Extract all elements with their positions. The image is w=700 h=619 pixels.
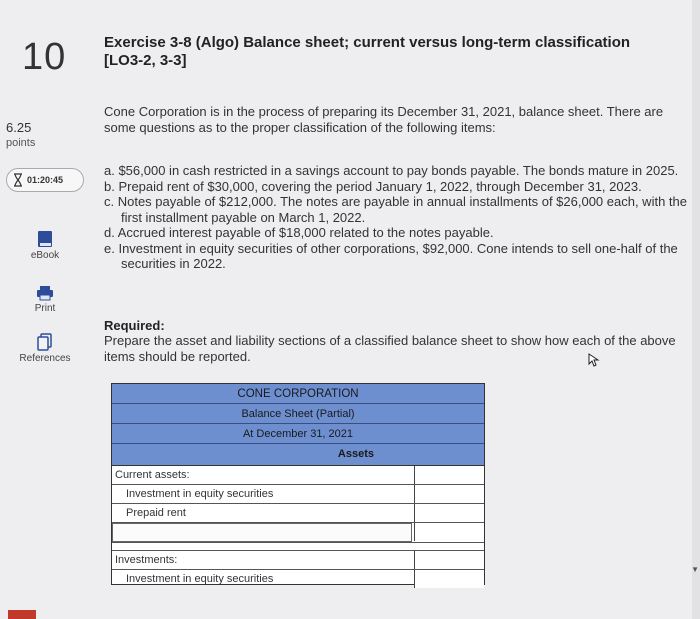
list-item: a. $56,000 in cash restricted in a savings account to pay bonds payable. The bonds mature in 2025. xyxy=(104,163,679,178)
print-label: Print xyxy=(34,303,56,314)
scrollbar[interactable] xyxy=(692,0,700,619)
list-item: c. Notes payable of $212,000. The notes are payable in annual installments of $26,000 each, with the first installment payable on March 1, 2022. xyxy=(104,194,687,225)
list-item: d. Accrued interest payable of $18,000 related to the notes payable. xyxy=(104,225,494,240)
references-button[interactable] xyxy=(10,333,80,364)
publisher-logo xyxy=(8,610,36,619)
intro-text: Cone Corporation is in the process of preparing its December 31, 2021, balance sheet. There are some questions as to the proper classification of the following items: xyxy=(104,104,664,135)
exercise-title xyxy=(104,34,694,70)
timer-value: 01:20:45 xyxy=(27,175,64,185)
amount-input[interactable] xyxy=(414,504,484,522)
assets-heading: Assets xyxy=(337,448,374,460)
title-line-2: [LO3-2, 3-3] xyxy=(104,52,187,69)
table-row xyxy=(112,551,484,570)
mouse-cursor-icon xyxy=(588,353,600,367)
left-rail xyxy=(0,0,96,619)
timer[interactable] xyxy=(6,168,84,192)
balance-sheet-header xyxy=(112,384,484,466)
list-item: b. Prepaid rent of $30,000, covering the period January 1, 2022, through December 31, 2023. xyxy=(104,178,642,194)
current-assets-label: Current assets: xyxy=(115,469,190,481)
print-button[interactable] xyxy=(10,285,80,314)
points-label: points xyxy=(6,137,36,149)
amount-input[interactable] xyxy=(414,485,484,503)
amount-input[interactable] xyxy=(414,523,484,541)
references-label: References xyxy=(19,353,71,364)
amount-cell[interactable] xyxy=(414,466,484,484)
row-label[interactable]: Investment in equity securities xyxy=(126,573,274,585)
book-icon xyxy=(37,230,53,248)
sheet-date: At December 31, 2021 xyxy=(112,424,484,444)
investments-label: Investments: xyxy=(115,554,178,566)
company-name: CONE CORPORATION xyxy=(112,384,484,404)
item-list xyxy=(104,163,689,272)
points-value: 6.25 xyxy=(6,120,32,135)
list-item: e. Investment in equity securities of other corporations, $92,000. Cone intends to sell one-half of the securities in 2022. xyxy=(104,240,678,271)
amount-cell[interactable] xyxy=(414,551,484,569)
sheet-subtitle: Balance Sheet (Partial) xyxy=(112,404,484,424)
question-number: 10 xyxy=(22,36,67,78)
references-icon xyxy=(37,333,53,351)
row-label[interactable]: Investment in equity securities xyxy=(126,488,274,500)
table-row xyxy=(112,570,484,589)
ebook-label: eBook xyxy=(30,250,60,261)
amount-input[interactable] xyxy=(414,570,484,588)
required-text: Prepare the asset and liability sections of a classified balance sheet to show how each of the above items should be reported. xyxy=(104,333,676,364)
table-row xyxy=(112,504,484,523)
scroll-down-icon[interactable]: ▼ xyxy=(691,565,699,574)
table-row xyxy=(112,485,484,504)
label-input[interactable] xyxy=(112,523,412,542)
balance-sheet-table xyxy=(111,383,485,585)
hourglass-icon xyxy=(13,173,23,187)
printer-icon xyxy=(36,285,54,301)
row-label[interactable]: Prepaid rent xyxy=(126,507,186,519)
row-divider xyxy=(112,543,484,551)
table-row xyxy=(112,466,484,485)
required-label: Required: xyxy=(104,318,165,333)
title-line-1: Exercise 3-8 (Algo) Balance sheet; current versus long-term classification xyxy=(104,34,631,51)
ebook-button[interactable] xyxy=(10,230,80,261)
table-row xyxy=(112,523,484,543)
